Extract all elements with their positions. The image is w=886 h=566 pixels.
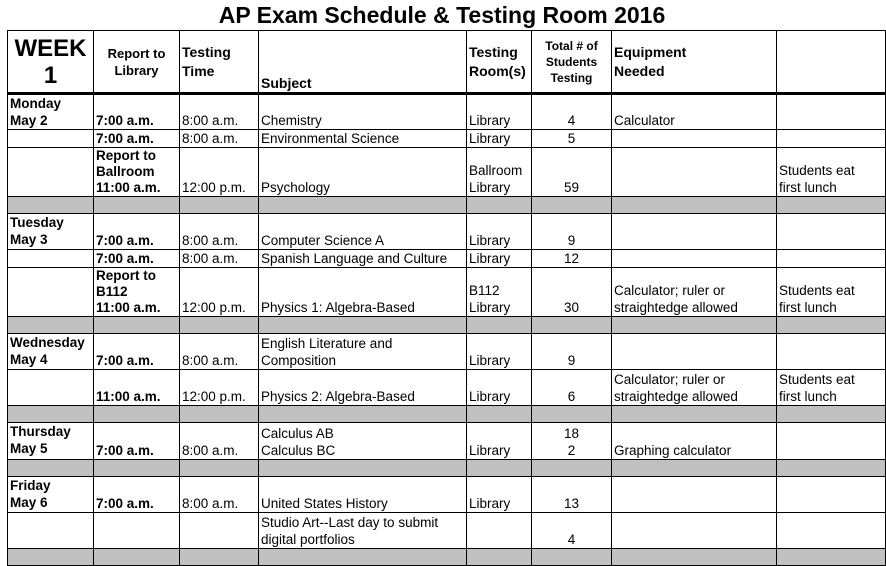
table-row: [8, 250, 886, 268]
equipment-cell: [612, 130, 777, 148]
subject-cell: Computer Science A: [259, 214, 467, 250]
notes-cell: [777, 477, 886, 513]
table-row: [8, 130, 886, 148]
equipment-cell: [612, 250, 777, 268]
count-cell: 4: [532, 94, 612, 130]
subject-cell: Physics 2: Algebra-Based: [259, 370, 467, 406]
week-label: WEEK 1: [8, 31, 94, 94]
equipment-cell: [612, 334, 777, 370]
count-cell: 9: [532, 214, 612, 250]
report-cell: 7:00 a.m.: [94, 250, 180, 268]
notes-header: [777, 31, 886, 94]
time-cell: 8:00 a.m.: [180, 250, 259, 268]
count-cell: 5: [532, 130, 612, 148]
time-cell: 8:00 a.m.: [180, 334, 259, 370]
header-row: [8, 31, 886, 94]
notes-cell: [777, 214, 886, 250]
report-cell: Report to Ballroom 11:00 a.m.: [94, 148, 180, 197]
table-row: [8, 477, 886, 513]
notes-cell: [777, 250, 886, 268]
subject-cell: United States History: [259, 477, 467, 513]
equipment-header: Equipment Needed: [612, 31, 777, 94]
report-cell: 7:00 a.m.: [94, 334, 180, 370]
report-cell: 7:00 a.m.: [94, 94, 180, 130]
day-cell: [8, 268, 94, 317]
notes-cell: Students eat first lunch: [777, 370, 886, 406]
count-cell: 6: [532, 370, 612, 406]
room-cell: Library: [467, 334, 532, 370]
table-row: [8, 423, 886, 460]
notes-cell: [777, 94, 886, 130]
notes-cell: [777, 423, 886, 460]
room-cell: Library: [467, 477, 532, 513]
room-cell: Library: [467, 214, 532, 250]
report-header: Report to Library: [94, 31, 180, 94]
time-cell: [180, 513, 259, 549]
report-cell: 7:00 a.m.: [94, 130, 180, 148]
report-cell: Report to B112 11:00 a.m.: [94, 268, 180, 317]
count-cell: 13: [532, 477, 612, 513]
equipment-cell: [612, 148, 777, 197]
separator-row: [8, 197, 886, 214]
day-cell: Friday May 6: [8, 477, 94, 513]
subject-cell: Chemistry: [259, 94, 467, 130]
equipment-cell: [612, 214, 777, 250]
day-cell: Monday May 2: [8, 94, 94, 130]
separator-row: [8, 317, 886, 334]
equipment-cell: Calculator: [612, 94, 777, 130]
count-cell: 4: [532, 513, 612, 549]
notes-cell: Students eat first lunch: [777, 148, 886, 197]
count-cell: 9: [532, 334, 612, 370]
separator-row: [8, 406, 886, 423]
report-cell: 7:00 a.m.: [94, 423, 180, 460]
time-cell: 12:00 p.m.: [180, 148, 259, 197]
notes-cell: [777, 130, 886, 148]
separator-row: [8, 549, 886, 566]
day-cell: [8, 130, 94, 148]
count-cell: 12: [532, 250, 612, 268]
report-cell: 7:00 a.m.: [94, 477, 180, 513]
equipment-cell: Calculator; ruler or straightedge allowed: [612, 370, 777, 406]
report-cell: 11:00 a.m.: [94, 370, 180, 406]
day-cell: Tuesday May 3: [8, 214, 94, 250]
time-cell: 12:00 p.m.: [180, 268, 259, 317]
equipment-cell: Graphing calculator: [612, 423, 777, 460]
subject-header: Subject: [259, 31, 467, 94]
equipment-cell: Calculator; ruler or straightedge allowed: [612, 268, 777, 317]
day-cell: Wednesday May 4: [8, 334, 94, 370]
table-row: [8, 94, 886, 130]
room-cell: Library: [467, 423, 532, 460]
subject-cell: English Literature and Composition: [259, 334, 467, 370]
subject-cell: Psychology: [259, 148, 467, 197]
time-cell: 12:00 p.m.: [180, 370, 259, 406]
page-title: AP Exam Schedule & Testing Room 2016: [218, 2, 666, 28]
table-row: [8, 148, 886, 197]
count-cell: 30: [532, 268, 612, 317]
table-row: [8, 513, 886, 549]
notes-cell: Students eat first lunch: [777, 268, 886, 317]
subject-cell: Environmental Science: [259, 130, 467, 148]
notes-cell: [777, 513, 886, 549]
subject-cell: Physics 1: Algebra-Based: [259, 268, 467, 317]
subject-cell: Spanish Language and Culture: [259, 250, 467, 268]
room-cell: B112 Library: [467, 268, 532, 317]
table-row: [8, 214, 886, 250]
room-cell: Ballroom Library: [467, 148, 532, 197]
count-cell: 18 2: [532, 423, 612, 460]
day-cell: [8, 370, 94, 406]
report-cell: [94, 513, 180, 549]
equipment-cell: [612, 477, 777, 513]
total-students-header: Total # of Students Testing: [532, 31, 612, 94]
equipment-cell: [612, 513, 777, 549]
table-row: [8, 370, 886, 406]
testing-time-header: Testing Time: [180, 31, 259, 94]
time-cell: 8:00 a.m.: [180, 477, 259, 513]
subject-cell: Studio Art--Last day to submit digital portfolios: [259, 513, 467, 549]
day-cell: Thursday May 5: [8, 423, 94, 460]
day-cell: [8, 250, 94, 268]
day-cell: [8, 513, 94, 549]
room-cell: Library: [467, 130, 532, 148]
time-cell: 8:00 a.m.: [180, 94, 259, 130]
day-cell: [8, 148, 94, 197]
report-cell: 7:00 a.m.: [94, 214, 180, 250]
count-cell: 59: [532, 148, 612, 197]
notes-cell: [777, 334, 886, 370]
room-cell: [467, 513, 532, 549]
time-cell: 8:00 a.m.: [180, 214, 259, 250]
testing-rooms-header: Testing Room(s): [467, 31, 532, 94]
table-row: [8, 268, 886, 317]
room-cell: Library: [467, 250, 532, 268]
table-row: [8, 334, 886, 370]
room-cell: Library: [467, 94, 532, 130]
schedule-table: [7, 30, 886, 566]
subject-cell: Calculus AB Calculus BC: [259, 423, 467, 460]
room-cell: Library: [467, 370, 532, 406]
separator-row: [8, 460, 886, 477]
time-cell: 8:00 a.m.: [180, 423, 259, 460]
time-cell: 8:00 a.m.: [180, 130, 259, 148]
